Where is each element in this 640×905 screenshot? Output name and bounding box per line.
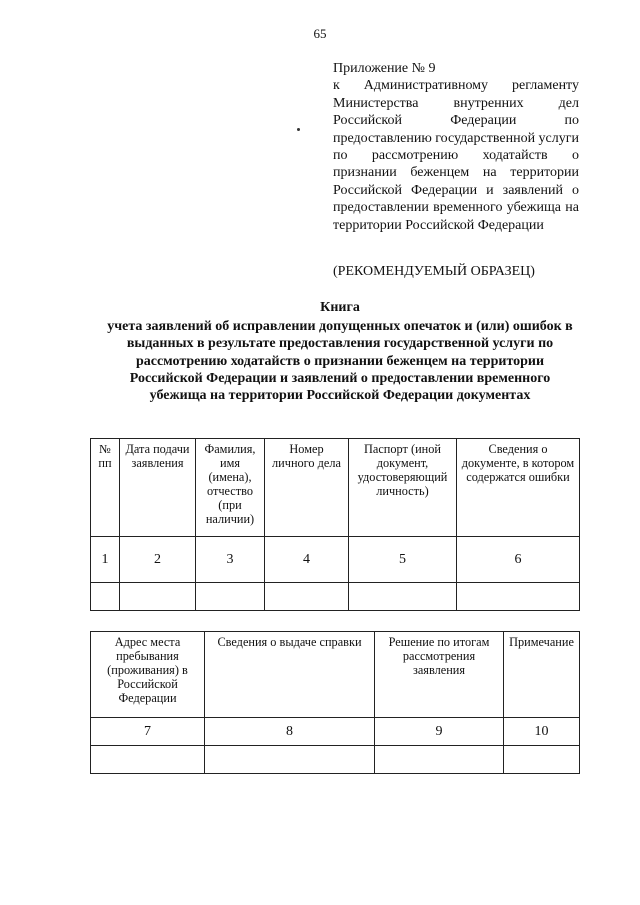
column-number: 4 [265,537,349,583]
header-cell-document-errors: Сведения о документе, в котором содержатся ошибки [457,439,580,537]
empty-cell [205,746,375,774]
book-subtitle: учета заявлений об исправлении допущенных опечаток и (или) ошибок в выданных в результате предоставления государственной услуги по рассмотрению ходатайств о признании беженцем на территории Российской Федерации и заявлений о предоставлении временного убежища на территории Российской Федерации документах [107,319,573,404]
speck-mark [297,128,300,131]
empty-cell [91,583,120,611]
empty-cell [265,583,349,611]
sample-label: (РЕКОМЕНДУЕМЫЙ ОБРАЗЕЦ) [333,264,535,279]
header-cell-case-number: Номер личного дела [265,439,349,537]
column-number-row [91,537,580,583]
column-number: 9 [375,718,504,746]
header-cell-decision: Решение по итогам рассмотрения заявления [375,632,504,718]
book-title: Книга [320,300,360,315]
column-number: 1 [91,537,120,583]
empty-cell [91,746,205,774]
table-header-row [91,439,580,537]
empty-cell [120,583,196,611]
header-cell-address: Адрес места пребывания (проживания) в Российской Федерации [91,632,205,718]
header-cell-full-name: Фамилия, имя (имена), отчество (при наличии) [196,439,265,537]
empty-cell [375,746,504,774]
column-number: 6 [457,537,580,583]
page-number: 65 [313,26,327,41]
register-table-part-1 [90,438,580,611]
column-number: 2 [120,537,196,583]
column-number: 3 [196,537,265,583]
empty-entry-row [91,746,580,774]
header-cell-number: № пп [91,439,120,537]
empty-cell [504,746,580,774]
column-number: 5 [349,537,457,583]
header-cell-date: Дата подачи заявления [120,439,196,537]
empty-cell [196,583,265,611]
empty-cell [457,583,580,611]
appendix-heading: Приложение № 9 [333,61,436,76]
column-number: 8 [205,718,375,746]
table-header-row [91,632,580,718]
empty-entry-row [91,583,580,611]
empty-cell [349,583,457,611]
column-number-row [91,718,580,746]
appendix-text: к Административному регламенту Министерства внутренних дел Российской Федерации по предоставлению государственной услуги по рассмотрению ходатайств о признании беженцем на территории Российской Федерации и заявлений о предоставлении временного убежища на территории Российской Федерации [333,78,579,233]
column-number: 10 [504,718,580,746]
column-number: 7 [91,718,205,746]
header-cell-passport: Паспорт (иной документ, удостоверяющий личность) [349,439,457,537]
register-table-part-2 [90,631,580,774]
header-cell-certificate: Сведения о выдаче справки [205,632,375,718]
appendix-block [333,60,579,234]
header-cell-note: Примечание [504,632,580,718]
